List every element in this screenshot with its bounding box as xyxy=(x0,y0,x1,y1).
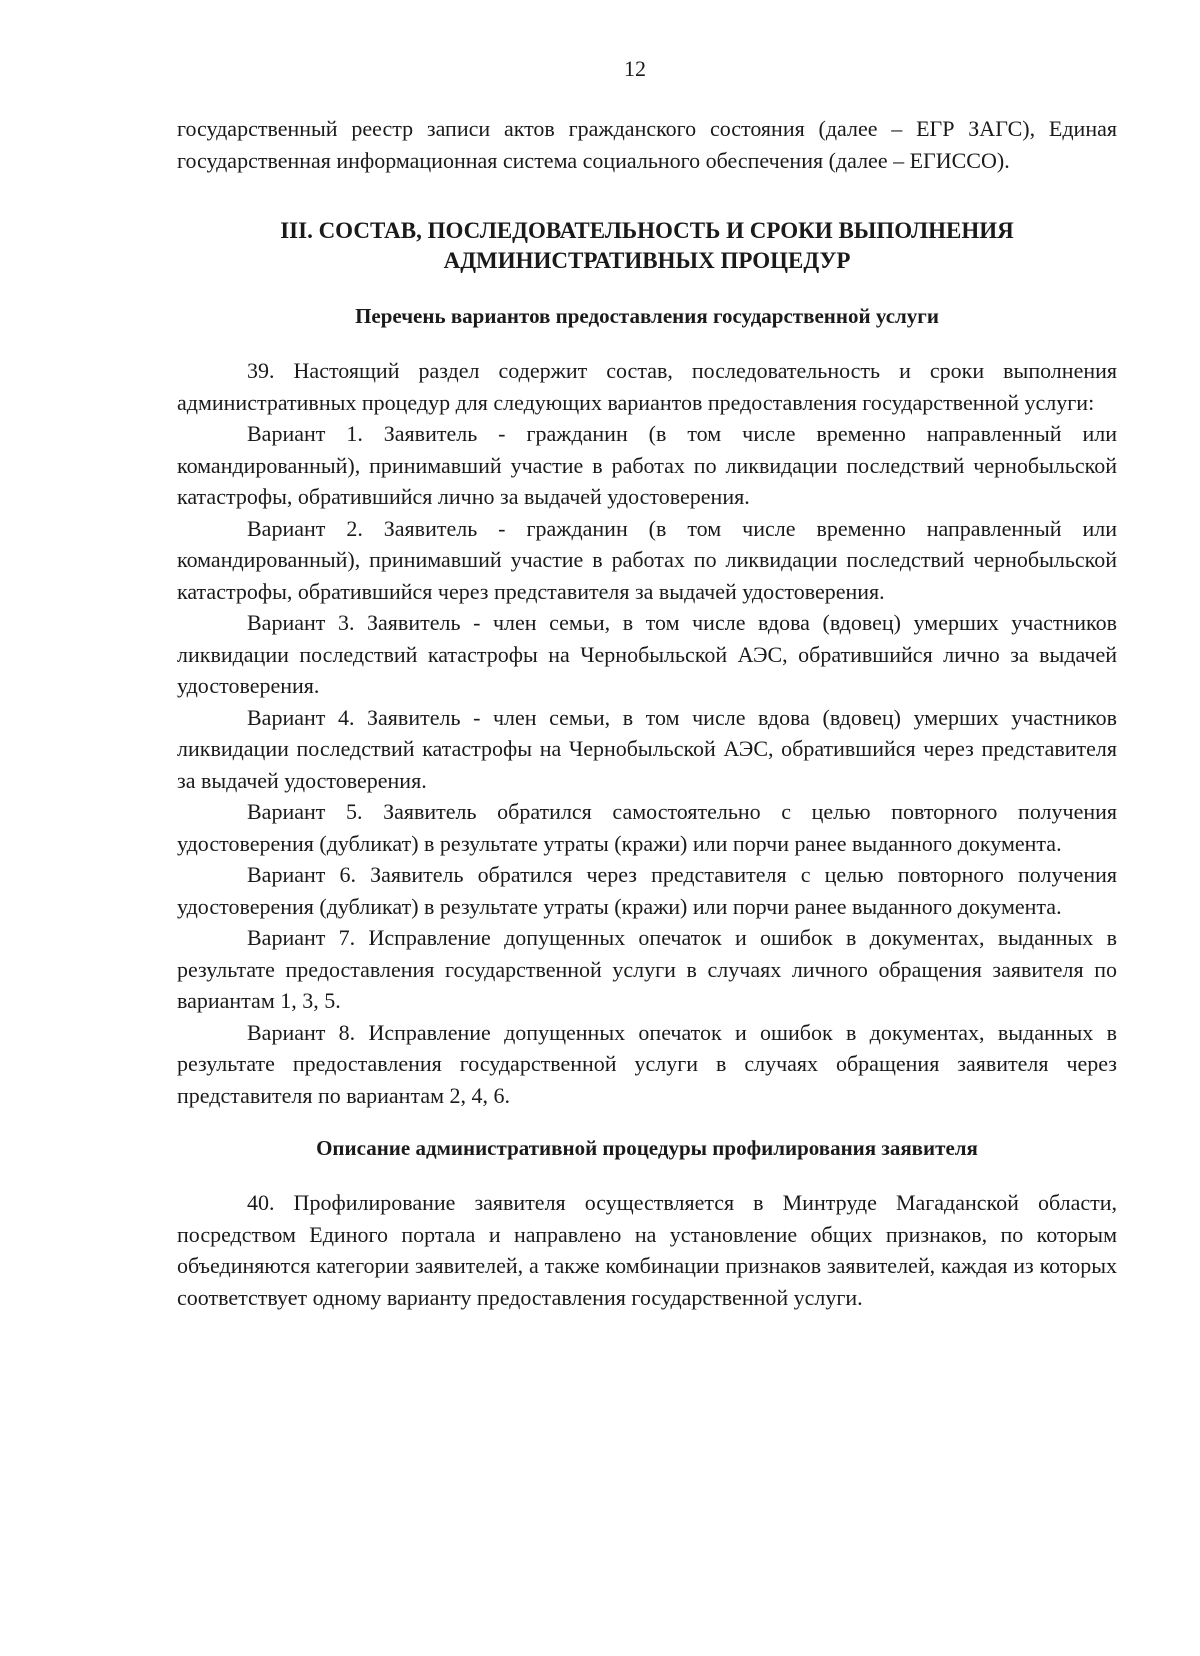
variant-2: Вариант 2. Заявитель - гражданин (в том числе временно направленный или командированный), принимавший участие в работах по ликвидации последствий чернобыльской катастрофы, обратившийся через представителя за выдачей удостоверения. xyxy=(177,515,1117,604)
subtitle-profiling: Описание административной процедуры профилирования заявителя xyxy=(316,1136,978,1160)
variant-5: Вариант 5. Заявитель обратился самостоятельно с целью повторного получения удостоверения (дубликат) в результате утраты (кражи) или порчи ранее выданного документа. xyxy=(177,799,1117,856)
variant-7: Вариант 7. Исправление допущенных опечаток и ошибок в документах, выданных в результате предоставления государственной услуги в случаях личного обращения заявителя по вариантам 1, 3, 5. xyxy=(177,925,1117,1013)
section-title xyxy=(177,216,1117,276)
document-body xyxy=(177,113,1117,1313)
variant-4: Вариант 4. Заявитель - член семьи, в том числе вдова (вдовец) умерших участников ликвидации последствий катастрофы на Чернобыльской АЭС, обратившийся через представителя за выдачей удостоверения. xyxy=(177,704,1117,793)
paragraph-39: 39. Настоящий раздел содержит состав, последовательность и сроки выполнения административных процедур для следующих вариантов предоставления государственной услуги: xyxy=(177,358,1117,415)
page-number: 12 xyxy=(624,56,646,81)
section-title-line-2: АДМИНИСТРАТИВНЫХ ПРОЦЕДУР xyxy=(443,248,851,273)
section-title-line-1: III. СОСТАВ, ПОСЛЕДОВАТЕЛЬНОСТЬ И СРОКИ ВЫПОЛНЕНИЯ xyxy=(280,218,1014,243)
variant-1: Вариант 1. Заявитель - гражданин (в том числе временно направленный или командированный), принимавший участие в работах по ликвидации последствий чернобыльской катастрофы, обратившийся лично за выдачей удостоверения. xyxy=(177,421,1117,509)
paragraph-40: 40. Профилирование заявителя осуществляется в Минтруде Магаданской области, посредством Единого портала и направлено на установление общих признаков, по которым объединяются категории заявителей, а также комбинации признаков заявителей, каждая из которых соответствует одному варианту предоставления государственной услуги. xyxy=(177,1190,1117,1310)
intro-paragraph: государственный реестр записи актов гражданского состояния (далее – ЕГР ЗАГС), Единая государственная информационная система социального обеспечения (далее – ЕГИССО). xyxy=(177,116,1117,173)
variant-8: Вариант 8. Исправление допущенных опечаток и ошибок в документах, выданных в результате предоставления государственной услуги в случаях обращения заявителя через представителя по вариантам 2, 4, 6. xyxy=(177,1019,1117,1108)
subtitle-variants-list: Перечень вариантов предоставления государственной услуги xyxy=(355,304,939,328)
variant-3: Вариант 3. Заявитель - член семьи, в том числе вдова (вдовец) умерших участников ликвидации последствий катастрофы на Чернобыльской АЭС, обратившийся лично за выдачей удостоверения. xyxy=(177,610,1117,698)
variant-6: Вариант 6. Заявитель обратился через представителя с целью повторного получения удостоверения (дубликат) в результате утраты (кражи) или порчи ранее выданного документа. xyxy=(177,862,1117,919)
